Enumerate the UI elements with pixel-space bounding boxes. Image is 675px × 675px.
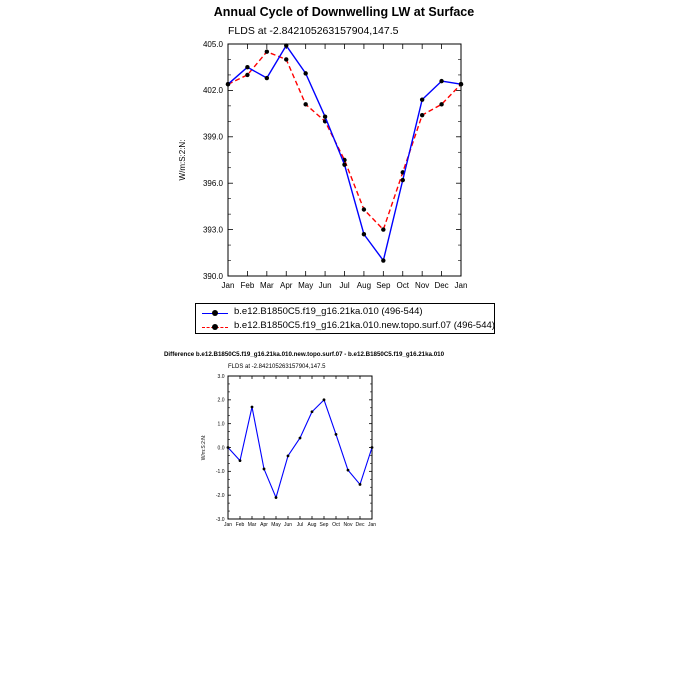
main-series-0-point [342, 162, 346, 166]
diff-series-0-point [287, 454, 290, 457]
diff-plot-frame [228, 376, 372, 519]
diff-y-tick-label: 2.0 [217, 397, 225, 404]
main-series-0-point [303, 71, 307, 75]
main-series-1-point [303, 102, 307, 106]
diff-x-tick-label: Jan [223, 522, 233, 528]
main-series-1-point [439, 102, 443, 106]
diff-y-axis-label: W/m:S:2:N: [201, 434, 207, 461]
main-series-1-point [284, 57, 288, 61]
main-x-tick-label: Mar [259, 281, 274, 290]
main-series-0-point [381, 258, 385, 262]
chart-title: Annual Cycle of Downwelling LW at Surface [213, 5, 475, 19]
diff-series-0-point [299, 437, 302, 440]
main-series-1-point [362, 207, 366, 211]
main-x-tick-label: Aug [356, 281, 372, 290]
main-x-tick-label: Jun [318, 281, 332, 290]
main-x-tick-label: Nov [415, 281, 430, 290]
diff-x-tick-label: Jul [296, 522, 304, 528]
main-x-tick-label: Dec [434, 281, 449, 290]
main-series-0-point [401, 178, 405, 182]
diff-series-0-point [239, 459, 242, 462]
main-x-tick-label: Sep [376, 281, 391, 290]
diff-x-tick-label: Dec [355, 522, 365, 528]
main-y-tick-label: 402.0 [202, 86, 223, 96]
diff-x-tick-label: May [271, 522, 281, 528]
diff-x-tick-label: Mar [247, 522, 257, 528]
diff-y-tick-label: -3.0 [215, 516, 225, 523]
main-y-axis-label: W/m:S:2:N: [178, 139, 187, 181]
main-series-1-point [381, 227, 385, 231]
diff-series-0-point [335, 433, 338, 436]
main-x-tick-label: Oct [396, 281, 409, 290]
chart-subtitle: FLDS at -2.842105263157904,147.5 [228, 25, 399, 37]
diff-series-0-point [371, 446, 374, 449]
main-series-0-point [459, 82, 463, 86]
main-y-tick-label: 393.0 [202, 225, 223, 235]
legend [195, 303, 495, 334]
main-y-tick-label: 399.0 [202, 132, 223, 142]
legend-label: b.e12.B1850C5.f19_g16.21ka.010 (496-544) [234, 306, 423, 317]
diff-series-0-point [323, 398, 326, 401]
diff-y-tick-label: 3.0 [217, 373, 225, 380]
diff-y-tick-label: -1.0 [215, 469, 225, 476]
main-x-tick-label: Jan [454, 281, 468, 290]
legend-label: b.e12.B1850C5.f19_g16.21ka.010.new.topo.surf.07 (496-544) [234, 320, 495, 331]
main-y-tick-label: 396.0 [202, 179, 223, 188]
diff-series-0-point [251, 406, 254, 409]
main-series-0-point [245, 65, 249, 69]
main-series-0-point [284, 43, 288, 47]
main-y-tick-label: 405.0 [202, 39, 223, 49]
main-series-0-point [323, 114, 327, 118]
diff-x-tick-label: Jan [367, 522, 377, 528]
diff-x-tick-label: Aug [307, 522, 317, 528]
diff-series-0-point [347, 469, 350, 472]
diff-x-tick-label: Jun [283, 522, 293, 528]
main-series-1-point [420, 113, 424, 117]
main-series-0-point [420, 97, 424, 101]
main-series-0-point [226, 82, 230, 86]
legend-marker [212, 324, 218, 330]
diff-x-tick-label: Apr [260, 522, 268, 528]
main-series-1-point [265, 50, 269, 54]
main-y-tick-label: 390.0 [202, 271, 223, 281]
main-series-line-0 [228, 46, 461, 261]
diff-y-tick-label: 1.0 [217, 421, 225, 428]
diff-series-0-point [275, 496, 278, 499]
main-x-tick-label: Jan [221, 281, 235, 290]
diff-x-tick-label: Sep [319, 522, 329, 528]
diff-x-tick-label: Nov [343, 522, 353, 528]
diff-x-tick-label: Feb [235, 522, 245, 528]
legend-marker [212, 310, 218, 316]
main-x-tick-label: Feb [240, 281, 255, 290]
diff-y-tick-label: 0.0 [217, 445, 225, 452]
diff-series-0-point [359, 483, 362, 486]
diff-series-0-point [311, 410, 314, 413]
diff-y-tick-label: -2.0 [215, 492, 225, 499]
main-series-0-point [439, 79, 443, 83]
diff-series-line-0 [228, 400, 372, 498]
diff-x-tick-label: Oct [332, 522, 340, 528]
main-series-line-1 [228, 52, 461, 230]
main-x-tick-label: Jul [339, 281, 350, 290]
main-series-0-point [265, 76, 269, 80]
main-x-tick-label: May [298, 281, 314, 290]
main-series-0-point [362, 232, 366, 236]
diff-series-0-point [227, 446, 230, 449]
main-series-1-point [245, 73, 249, 77]
diff-chart-subtitle: FLDS at -2.842105263157904,147.5 [228, 364, 326, 370]
diff-series-0-point [263, 468, 266, 471]
diff-chart-title: Difference b.e12.B1850C5.f19_g16.21ka.010.new.topo.surf.07 - b.e12.B1850C5.f19_g16.21ka.010 [163, 351, 445, 358]
main-x-tick-label: Apr [280, 281, 293, 290]
